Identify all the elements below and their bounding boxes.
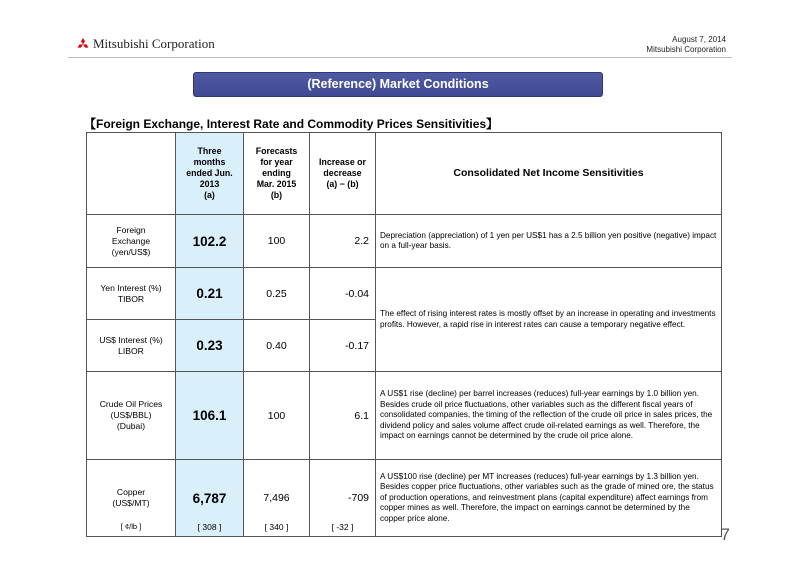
yen-interest-actual: 0.21 (176, 268, 244, 320)
copper-forecast-cell (244, 460, 310, 537)
header-forecast: Forecasts for year ending Mar. 2015 (b) (244, 133, 310, 215)
table-row (87, 460, 722, 537)
copper-forecast: 7,496 (263, 492, 290, 504)
table-header-row (87, 133, 722, 215)
row-label-yen-interest: Yen Interest (%) TIBOR (87, 268, 176, 320)
row-label-crude-oil: Crude Oil Prices (US$/BBL) (Dubai) (87, 372, 176, 460)
header-company: Mitsubishi Corporation (646, 45, 726, 54)
crude-forecast: 100 (244, 372, 310, 460)
three-diamonds-icon (76, 38, 90, 51)
row-label-fx: Foreign Exchange (yen/US$) (87, 215, 176, 268)
row-label-usd-interest: US$ Interest (%) LIBOR (87, 320, 176, 372)
fx-description: Depreciation (appreciation) of 1 yen per US$1 has a 2.5 billion yen positive (negative) impact on a full-year basis. (376, 215, 722, 268)
usd-interest-actual: 0.23 (176, 320, 244, 372)
copper-actual-cents: [ 308 ] (197, 522, 222, 532)
header-three-months: Three months ended Jun. 2013 (a) (176, 133, 244, 215)
crude-actual: 106.1 (176, 372, 244, 460)
copper-actual-cell (176, 460, 244, 537)
usd-interest-change: -0.17 (310, 320, 376, 372)
logo-text: Mitsubishi Corporation (93, 36, 215, 51)
copper-change-cell (310, 460, 376, 537)
table-row (87, 215, 722, 268)
crude-change: 6.1 (310, 372, 376, 460)
usd-interest-forecast: 0.40 (244, 320, 310, 372)
page-number: 7 (720, 525, 730, 544)
interest-description: The effect of rising interest rates is mostly offset by an increase in operating and investments profits. However, a rapid rise in interest rates can cause a temporary negative effect. (376, 268, 722, 372)
header-sensitivities: Consolidated Net Income Sensitivities (376, 133, 722, 215)
copper-description: A US$100 rise (decline) per MT increases (reduces) full-year earnings by 1.3 billion yen. Besides copper price fluctuations, other variables such as the grade of mined ore, the status of production operations, and reinvestment plans (capital expenditure) affect earnings from copper mines as well. Therefore, the impact on earnings cannot be determined by the copper price alone. (376, 460, 722, 537)
copper-change-cents: [ -32 ] (331, 522, 354, 532)
copper-change: -709 (347, 492, 369, 504)
table-row (87, 372, 722, 460)
crude-description: A US$1 rise (decline) per barrel increases (reduces) full-year earnings by 1.0 billion yen. Besides crude oil price fluctuations, other variables such as the different fiscal years of consolidated companies, the timing of the reflection of the crude oil price in sales prices, the dividend policy and sales volume affect crude oil-related earnings as well. Therefore, the impact on earnings cannot be determined by the crude oil price alone. (376, 372, 722, 460)
fx-change: 2.2 (310, 215, 376, 268)
header-change: Increase or decrease (a) − (b) (310, 133, 376, 215)
fx-actual: 102.2 (176, 215, 244, 268)
page-title-banner: (Reference) Market Conditions (193, 72, 603, 97)
section-title: 【Foreign Exchange, Interest Rate and Commodity Prices Sensitivities】 (84, 117, 499, 131)
row-label-copper: Copper (US$/MT) [ ¢/lb ] (87, 460, 176, 537)
table-row (87, 268, 722, 320)
yen-interest-change: -0.04 (310, 268, 376, 320)
header-blank (87, 133, 176, 215)
report-date: August 7, 2014 (672, 35, 726, 44)
copper-forecast-cents: [ 340 ] (264, 522, 289, 532)
copper-actual: 6,787 (192, 490, 227, 506)
yen-interest-forecast: 0.25 (244, 268, 310, 320)
sensitivities-table (86, 132, 722, 537)
fx-forecast: 100 (244, 215, 310, 268)
header-info (646, 35, 726, 55)
copper-cent-unit: [ ¢/lb ] (120, 522, 142, 531)
company-logo (76, 36, 215, 52)
header-divider (68, 57, 732, 58)
